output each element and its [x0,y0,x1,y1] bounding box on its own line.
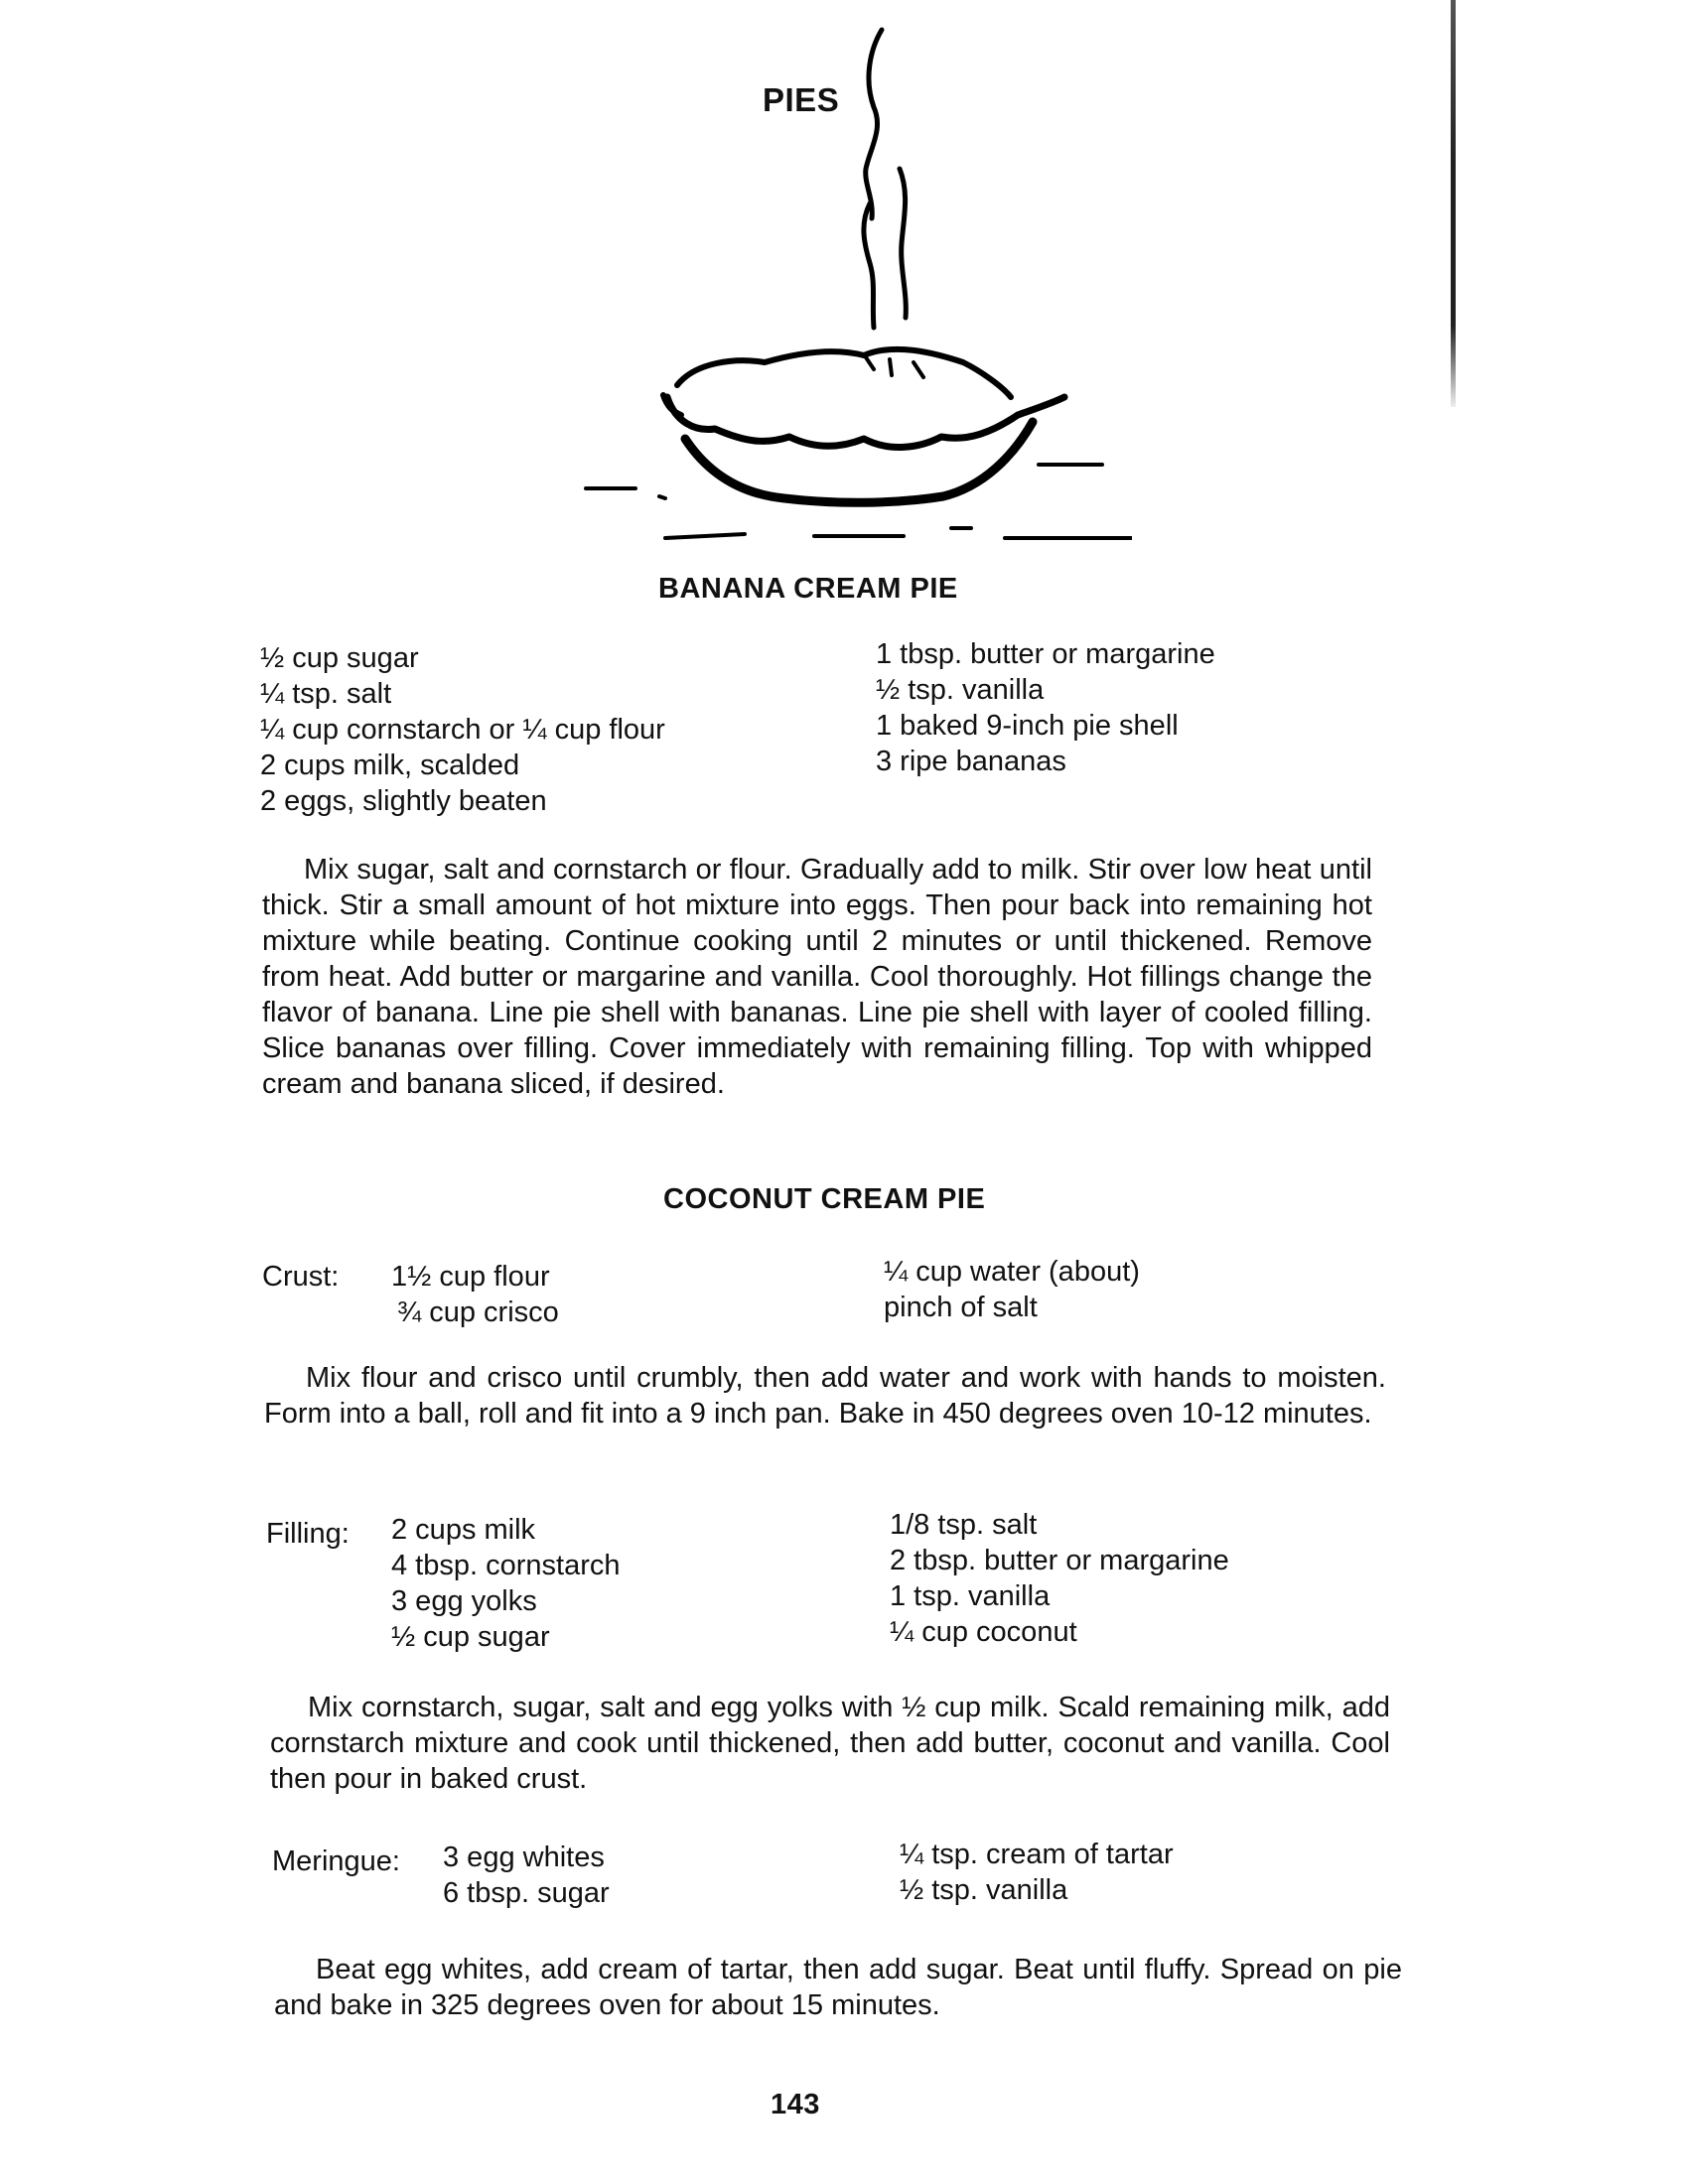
ingredient-line: ¼ tsp. cream of tartar [900,1839,1174,1870]
banana-ingredients-left [260,640,665,819]
filling-ingredients-left [391,1512,621,1655]
filling-ingredients-right [890,1507,1229,1650]
crust-label: Crust: [262,1261,340,1293]
page-number: 143 [771,2089,820,2120]
ingredient-line: 3 egg whites [443,1842,605,1873]
ingredient-line: ¼ cup water (about) [884,1256,1140,1288]
ingredient-line: ¼ cup cornstarch or ¼ cup flour [260,714,665,746]
banana-ingredients-right [876,636,1215,779]
steaming-pie-icon [576,20,1132,556]
meringue-label: Meringue: [272,1845,400,1877]
ingredient-line: 1 tbsp. butter or margarine [876,638,1215,670]
page-edge-shadow [1451,0,1456,407]
ingredient-line: ½ tsp. vanilla [876,674,1045,706]
ingredient-line: 4 tbsp. cornstarch [391,1550,621,1581]
ingredient-line: 3 egg yolks [391,1585,537,1617]
ingredient-line: ¼ tsp. salt [260,678,392,710]
filling-directions: Mix cornstarch, sugar, salt and egg yolks with ½ cup milk. Scald remaining milk, add cornstarch mixture and cook until thickened, then add butter, coconut and vanilla. Cool then pour in baked crust. [270,1692,1390,1795]
recipe-title-banana: BANANA CREAM PIE [658,573,958,605]
ingredient-line: 1 baked 9-inch pie shell [876,710,1179,742]
ingredient-line: 6 tbsp. sugar [443,1877,610,1909]
ingredient-line: ¼ cup coconut [890,1616,1077,1648]
ingredient-line: 3 ripe bananas [876,746,1066,777]
crust-ingredients-right [884,1254,1140,1325]
ingredient-line: 1 tsp. vanilla [890,1580,1051,1612]
banana-directions: Mix sugar, salt and cornstarch or flour. Gradually add to milk. Stir over low heat until thick. Stir a small amount of hot mixture into eggs. Then pour back into remaining hot mixture while beating. Continue cooking until 2 minutes or until thickened. Remove from heat. Add butter or margarine and vanilla. Cool thoroughly. Hot fillings change the flavor of banana. Line pie shell with bananas. Line pie shell with layer of cooled filling. Slice bananas over filling. Cover immediately with remaining filling. Top with whipped cream and banana sliced, if desired. [262,854,1372,1100]
crust-ingredients-left [391,1259,559,1330]
recipe-title-coconut: COCONUT CREAM PIE [663,1183,986,1215]
meringue-ingredients-left [443,1840,610,1911]
ingredient-line: ½ tsp. vanilla [900,1874,1068,1906]
ingredient-line: ¾ cup crisco [397,1297,559,1328]
page-title: PIES [763,81,840,118]
ingredient-line: 1½ cup flour [391,1261,550,1293]
ingredient-line: 2 cups milk, scalded [260,750,520,781]
ingredient-line: 1/8 tsp. salt [890,1509,1038,1541]
crust-directions: Mix flour and crisco until crumbly, then add water and work with hands to moisten. Form into a ball, roll and fit into a 9 inch pan. Bake in 450 degrees oven 10-12 minutes. [264,1362,1386,1430]
ingredient-line: 2 tbsp. butter or margarine [890,1545,1229,1576]
meringue-ingredients-right [900,1837,1174,1908]
filling-label: Filling: [266,1518,350,1550]
ingredient-line: 2 eggs, slightly beaten [260,785,547,817]
ingredient-line: pinch of salt [884,1292,1038,1323]
meringue-directions: Beat egg whites, add cream of tartar, then add sugar. Beat until fluffy. Spread on pie and bake in 325 degrees oven for about 15 minutes. [274,1954,1402,2021]
ingredient-line: 2 cups milk [391,1514,536,1546]
ingredient-line: ½ cup sugar [391,1621,550,1653]
ingredient-line: ½ cup sugar [260,642,419,674]
